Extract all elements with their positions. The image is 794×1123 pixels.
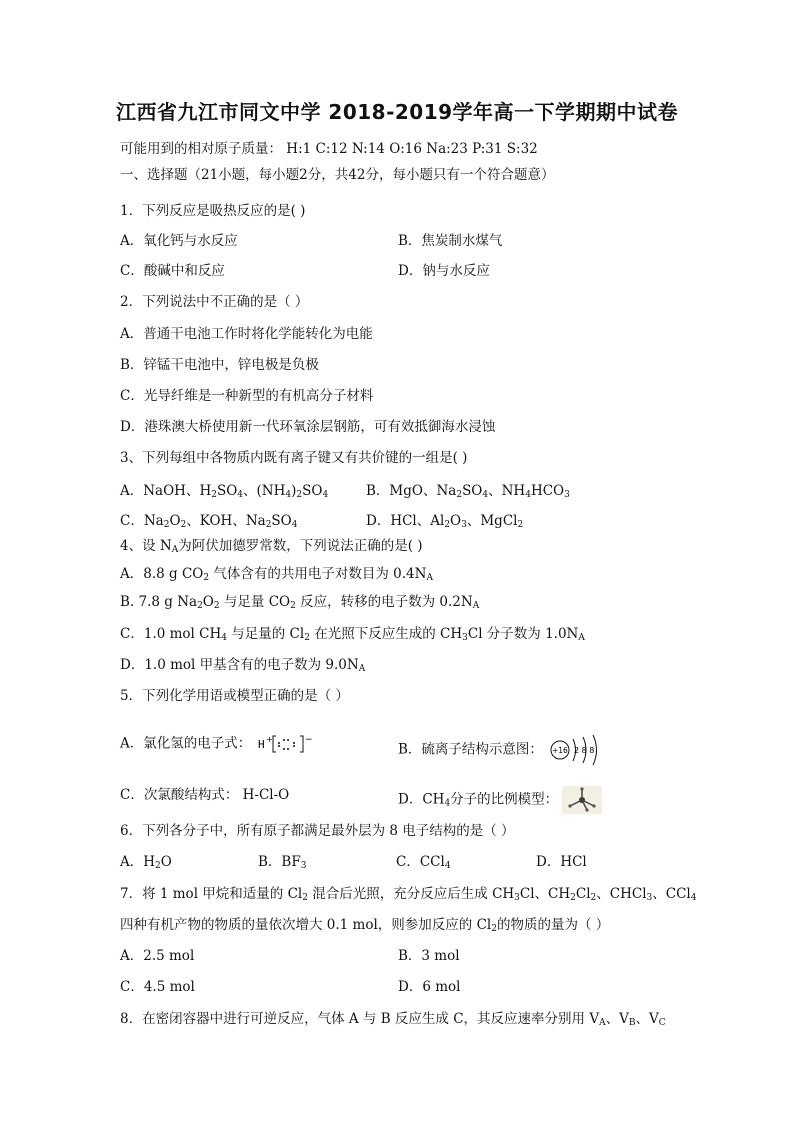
question-8-stem: 8．在密闭容器中进行可逆反应，气体 A 与 B 反应生成 C，其反应速率分别用 $V_A$、$V_B$、$V_C$: [120, 1011, 666, 1028]
atomic-masses-line: 可能用到的相对原子质量： H:1 C:12 N:14 O:16 Na:23 P:31 S:32: [120, 141, 538, 157]
hcl-h-symbol: H: [257, 738, 265, 751]
q7-option-a: A．2.5 mol: [120, 948, 195, 964]
sulfide-ion-structure-diagram: [547, 733, 611, 767]
q6-option-d: D．HCl: [536, 854, 587, 870]
question-6-stem: 6．下列各分子中，所有原子都满足最外层为 8 电子结构的是（ ）: [120, 823, 515, 839]
q5-option-b: B．硫离子结构示意图： +16 2 8 8: [398, 733, 611, 767]
q5-option-d: D．$CH_4$分子的比例模型：: [398, 786, 602, 814]
electron-shells: 2 8 8: [574, 746, 595, 755]
hcl-minus-charge: −: [304, 735, 313, 745]
q4-option-a: A．8.8 g $CO_2$ 气体含有的共用电子对数目为 $0.4N_A$: [120, 566, 433, 583]
q2-option-a: A．普通干电池工作时将化学能转化为电能: [120, 326, 373, 342]
q7-option-d: D．6 mol: [398, 979, 461, 995]
question-3-stem: 3、下列每组中各物质内既有离子键又有共价键的一组是( ): [120, 450, 468, 466]
q5-option-c: C．次氯酸结构式： H-Cl-O: [120, 787, 290, 803]
question-7-stem-cont: 四种有机产物的物质的量依次增大 0.1 mol，则参加反应的 $Cl_2$的物质的量为（ ）: [120, 917, 610, 934]
q1-option-d: D．钠与水反应: [398, 263, 490, 279]
q6-option-c: C．CCl$_4$: [396, 854, 451, 871]
q3-option-b: B．MgO、$Na_2SO_4$、$NH_4HCO_3$: [366, 483, 570, 500]
ch4-ball-model-icon: [562, 786, 602, 814]
hcl-left-bracket: [273, 736, 276, 752]
q2-option-b: B．锌锰干电池中，锌电极是负极: [120, 357, 319, 373]
q1-option-c: C．酸碱中和反应: [120, 263, 225, 279]
q4-option-b: B. 7.8 g $Na_2O_2$ 与足量 $CO_2$ 反应，转移的电子数为 $0.2N_A$: [120, 594, 480, 611]
q4-option-d: D．1.0 mol 甲基含有的电子数为 $9.0N_A$: [120, 657, 366, 674]
q1-option-b: B．焦炭制水煤气: [398, 233, 503, 249]
hcl-right-bracket: [300, 736, 303, 752]
q4-option-c: C．1.0 mol $CH_4$ 与足量的 $Cl_2$ 在光照下反应生成的 $CH_3Cl$ 分子数为 $1.0N_A$: [120, 626, 585, 643]
question-4-stem: 4、设 $N_A$为阿伏加德罗常数，下列说法正确的是( ): [120, 538, 423, 555]
nucleus-charge: +16: [552, 746, 569, 755]
q3-option-c: C．$Na_2O_2$、KOH、$Na_2SO_4$: [120, 513, 298, 530]
exam-title: 江西省九江市同文中学 2018-2019学年高一下学期期中试卷: [115, 100, 679, 124]
q3-option-a: A．NaOH、$H_2SO_4$、$(NH_4)_2SO_4$: [120, 483, 329, 500]
question-1-stem: 1．下列反应是吸热反应的是( ): [120, 203, 306, 219]
q2-option-c: C．光导纤维是一种新型的有机高分子材料: [120, 388, 374, 404]
q6-option-b: B．$BF_3$: [258, 854, 307, 871]
q7-option-b: B．3 mol: [398, 948, 460, 964]
q7-option-c: C．4.5 mol: [120, 979, 195, 995]
q6-option-a: A．$H_2O$: [120, 854, 172, 871]
hcl-electron-formula-diagram: [256, 733, 320, 755]
q5-option-a: A．氯化氢的电子式： H + −: [120, 733, 320, 755]
question-5-stem: 5．下列化学用语或模型正确的是（ ）: [120, 688, 349, 704]
q2-option-d: D．港珠澳大桥使用新一代环氧涂层钢筋，可有效抵御海水浸蚀: [120, 419, 496, 435]
hcl-plus-charge: +: [265, 735, 273, 744]
q3-option-d: D．HCl、$Al_2O_3$、MgCl$_2$: [366, 513, 524, 530]
section-heading: 一、选择题（21小题，每小题2分，共42分，每小题只有一个符合题意）: [120, 167, 555, 183]
question-7-stem: 7．将 1 mol 甲烷和适量的 $Cl_2$ 混合后光照，充分反应后生成 $CH_3Cl$、$CH_2Cl_2$、CHCl$_3$、CCl$_4$: [120, 886, 697, 903]
question-2-stem: 2．下列说法中不正确的是（ ）: [120, 294, 309, 310]
q1-option-a: A．氧化钙与水反应: [120, 233, 238, 249]
